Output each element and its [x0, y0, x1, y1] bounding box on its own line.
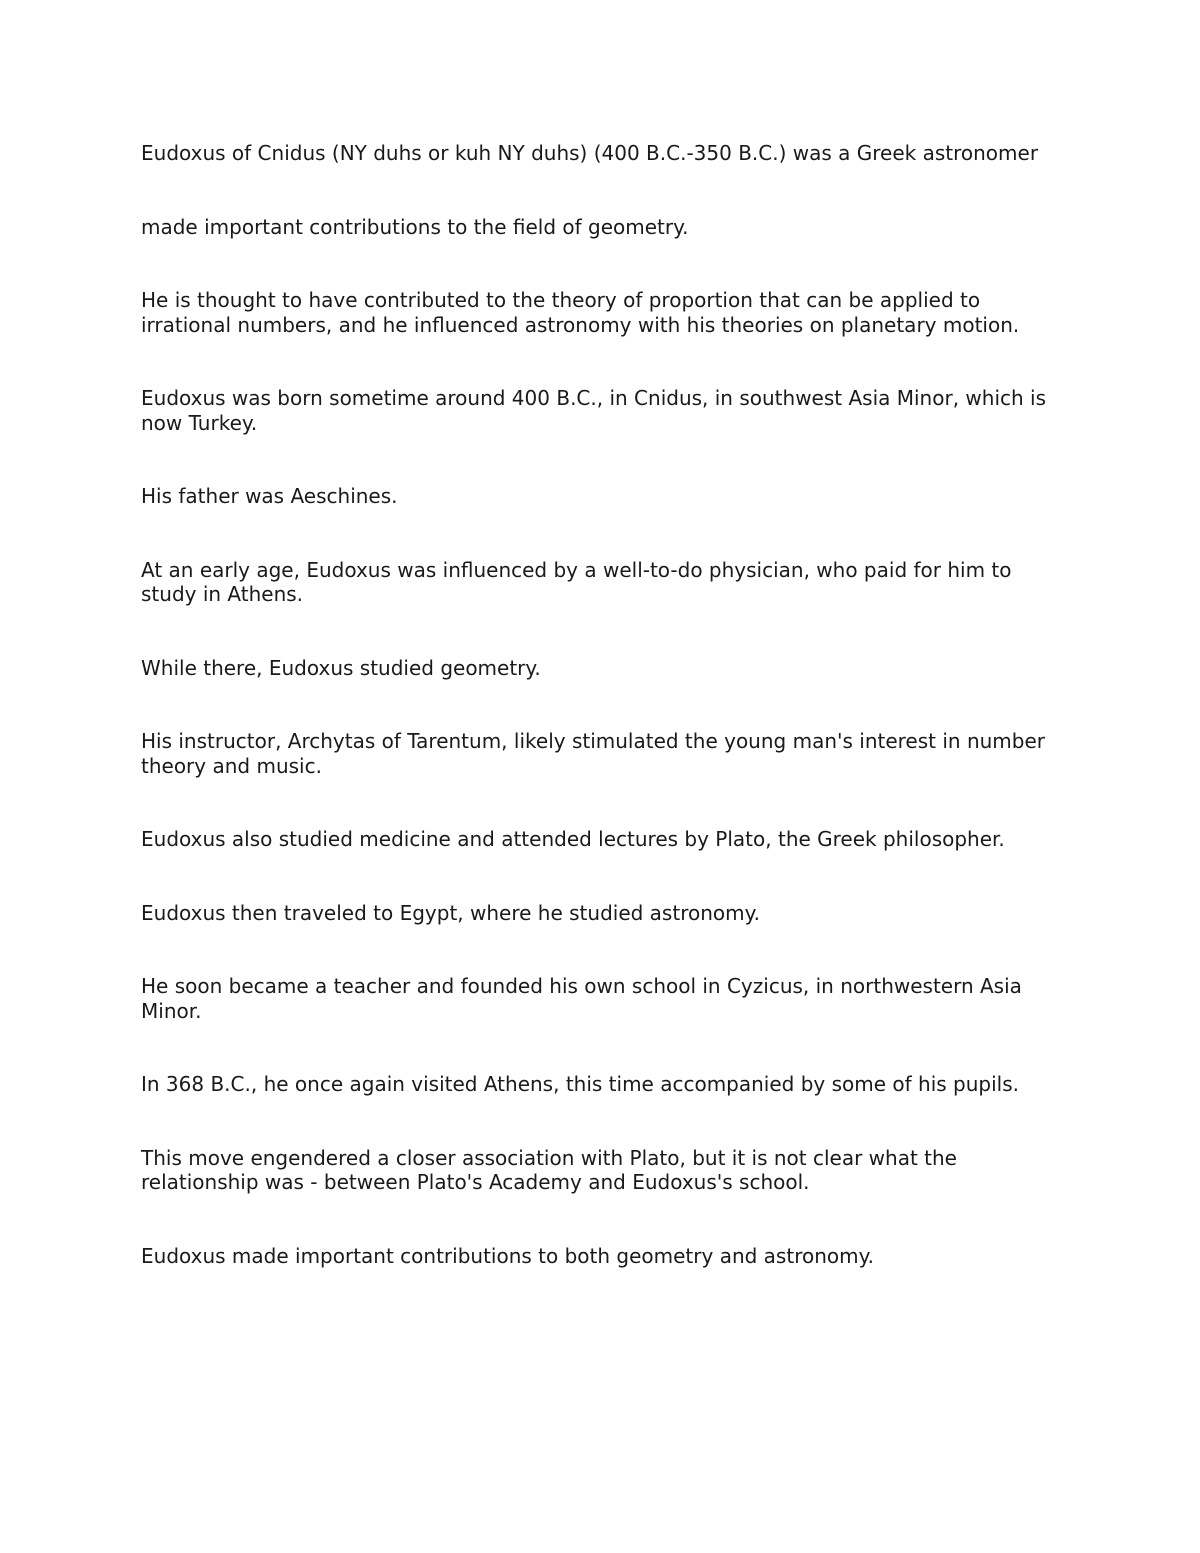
- paragraph-1: Eudoxus of Cnidus (NY duhs or kuh NY duhs) (400 B.C.-350 B.C.) was a Greek astronomer: [141, 141, 1039, 165]
- paragraph-5: His father was Aeschines.: [141, 484, 398, 508]
- paragraph-13: This move engendered a closer association with Plato, but it is not clear what the relationship was - between Plato's Academy and Eudoxus's school.: [141, 1145, 957, 1194]
- paragraph-11: He soon became a teacher and founded his own school in Cyzicus, in northwestern Asia Minor.: [141, 974, 1022, 1023]
- document-body: [141, 141, 1061, 1317]
- paragraph-7: While there, Eudoxus studied geometry.: [141, 655, 541, 680]
- paragraph-6: At an early age, Eudoxus was influenced by a well-to-do physician, who paid for him to study in Athens.: [141, 557, 1012, 606]
- paragraph-4: Eudoxus was born sometime around 400 B.C., in Cnidus, in southwest Asia Minor, which is now Turkey.: [141, 386, 1046, 435]
- paragraph-9: Eudoxus also studied medicine and attended lectures by Plato, the Greek philosopher.: [141, 827, 1005, 851]
- paragraph-12: In 368 B.C., he once again visited Athens, this time accompanied by some of his pupils.: [141, 1072, 1020, 1096]
- paragraph-8: His instructor, Archytas of Tarentum, likely stimulated the young man's interest in number theory and music.: [141, 729, 1046, 778]
- paragraph-14: Eudoxus made important contributions to both geometry and astronomy.: [141, 1243, 874, 1268]
- paragraph-10: Eudoxus then traveled to Egypt, where he studied astronomy.: [141, 900, 760, 925]
- paragraph-2: made important contributions to the field of geometry.: [141, 214, 689, 239]
- paragraph-3: He is thought to have contributed to the theory of proportion that can be applied to irrational numbers, and he influenced astronomy with his theories on planetary motion.: [141, 288, 1020, 337]
